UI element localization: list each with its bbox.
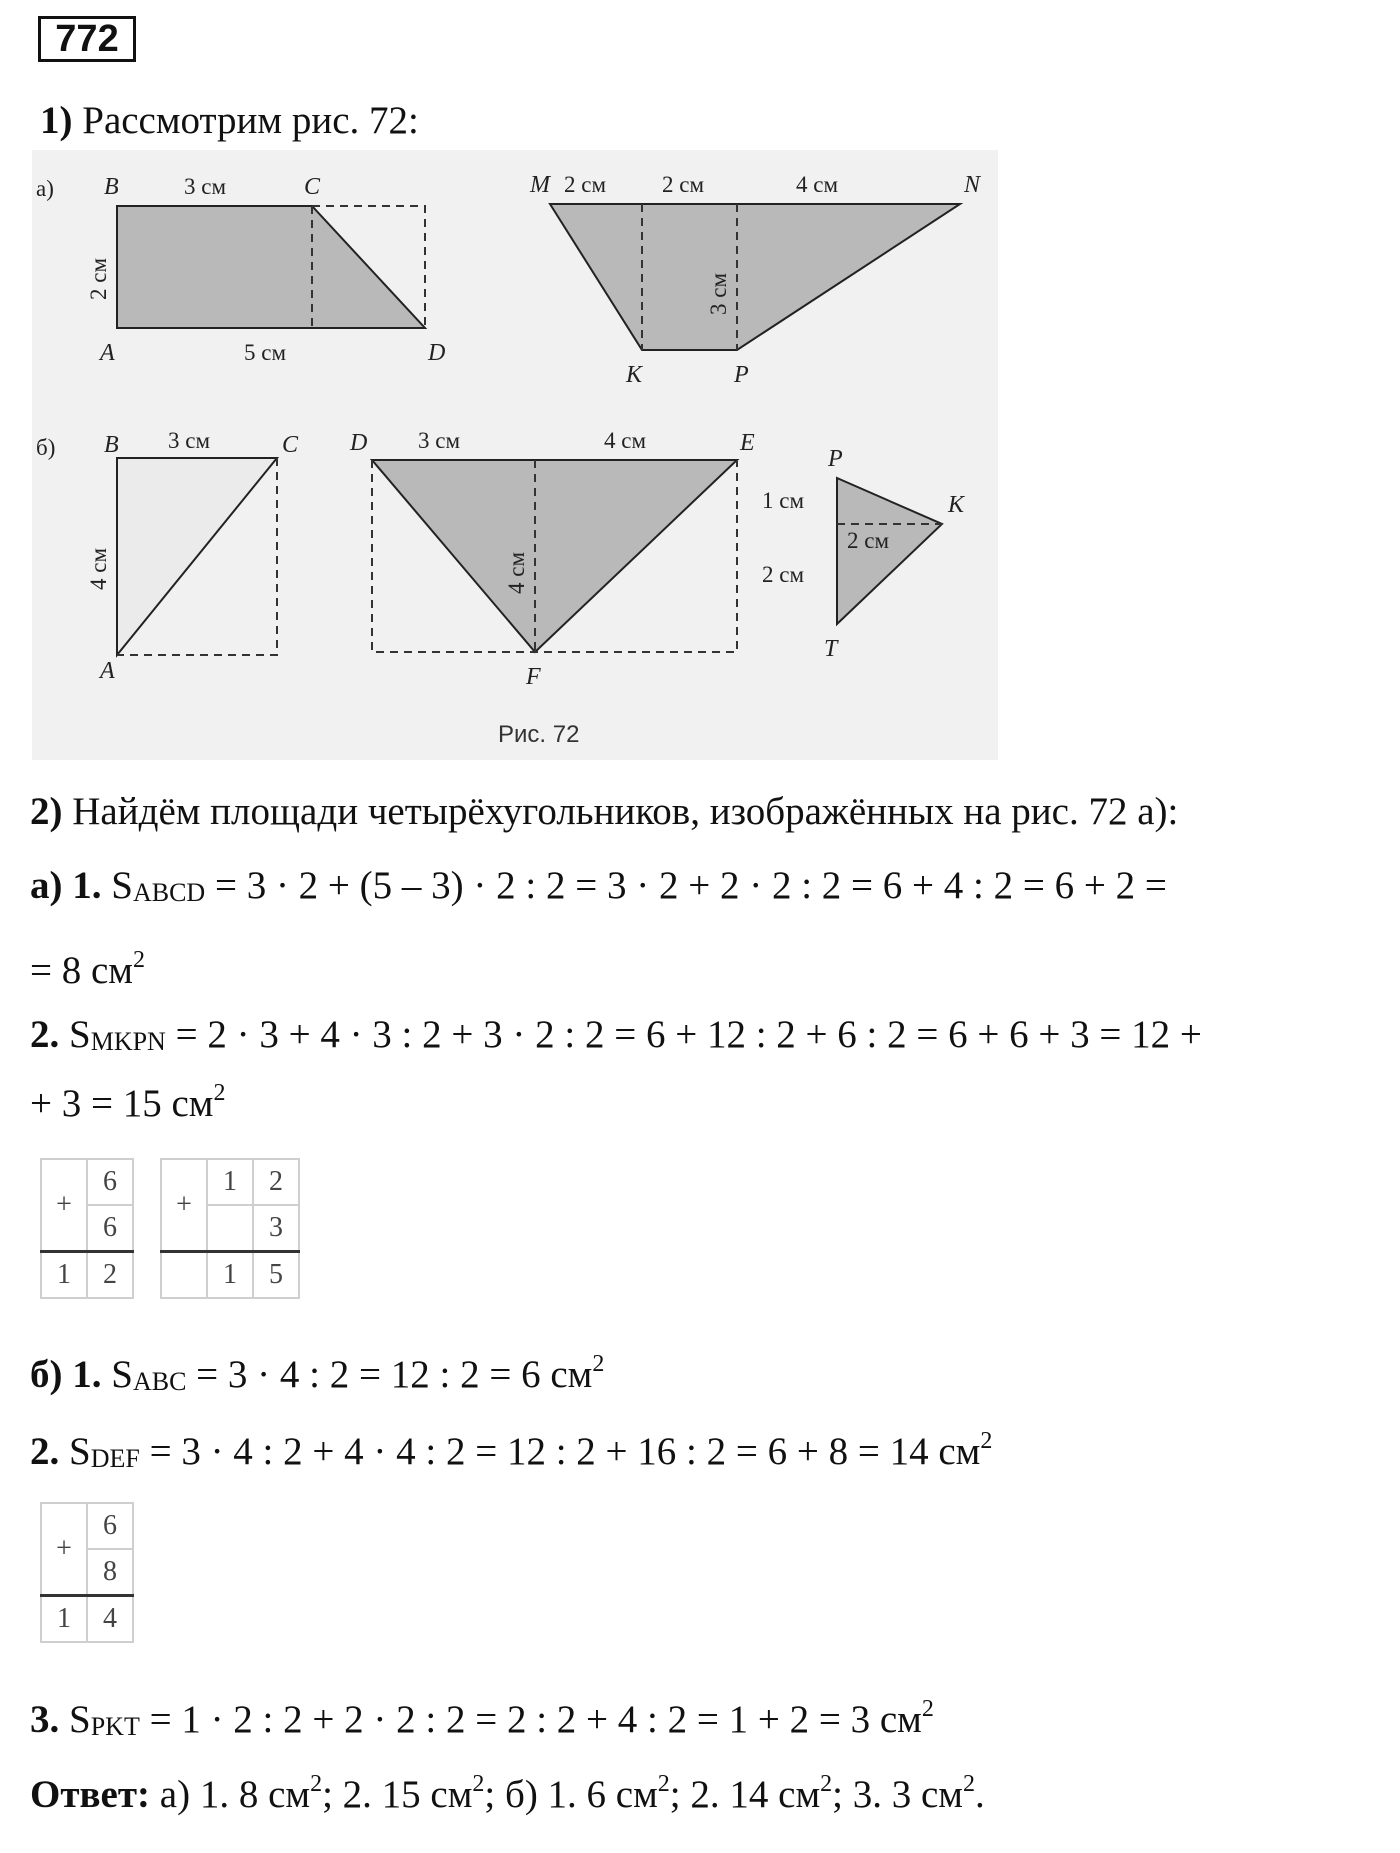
calc2-cell xyxy=(207,1205,253,1252)
calc1-result-cell: 1 xyxy=(41,1252,87,1299)
abcd-vertex-a: A xyxy=(100,340,115,366)
figure-72 xyxy=(32,150,998,760)
solution-a1 xyxy=(30,863,1167,916)
mkpn-vertex-k: K xyxy=(626,362,643,388)
column-addition-2 xyxy=(160,1158,300,1299)
def-height-dim: 4 см xyxy=(504,551,529,594)
answer-part: ; 2. 15 см xyxy=(322,1773,473,1816)
calc2-result-cell xyxy=(161,1252,207,1299)
b3-label: 3. xyxy=(30,1698,60,1741)
abc-vertex-c: C xyxy=(282,432,299,458)
b3-superscript: 2 xyxy=(921,1696,934,1722)
mkpn-vertex-m: M xyxy=(530,172,550,198)
a2-continuation: + 3 = 15 см xyxy=(30,1082,214,1125)
step-2 xyxy=(30,789,1178,835)
abcd-vertex-c: C xyxy=(304,174,321,200)
answer-superscript: 2 xyxy=(820,1771,833,1797)
mkpn-vertex-p: P xyxy=(734,362,749,388)
pkt-up-dim: 1 см xyxy=(762,488,805,513)
calc3-cell: 6 xyxy=(87,1503,133,1549)
figure-72-drawing xyxy=(32,150,998,760)
b2-superscript: 2 xyxy=(980,1428,993,1454)
b1-expression: = 3 · 4 : 2 = 12 : 2 = 6 см xyxy=(186,1353,593,1396)
a1-superscript: 2 xyxy=(132,947,145,973)
column-addition-3 xyxy=(40,1502,134,1643)
mkpn-vertex-n: N xyxy=(964,172,981,198)
def-dim-1: 3 см xyxy=(418,428,461,453)
b1-s: S xyxy=(101,1353,133,1396)
def-vertex-d: D xyxy=(350,430,368,456)
solution-b1 xyxy=(30,1341,604,1405)
def-vertex-f: F xyxy=(526,664,541,690)
mkpn-dim-3: 4 см xyxy=(796,172,839,197)
abc-vertex-b: B xyxy=(104,432,119,458)
pkt-vertex-t: T xyxy=(824,636,838,662)
fig-label-b: б) xyxy=(36,435,56,460)
solution-b2 xyxy=(30,1418,992,1482)
mkpn-height-dim: 3 см xyxy=(706,272,731,315)
abcd-bottom-dim: 5 см xyxy=(244,340,287,365)
b2-s: S xyxy=(59,1430,91,1473)
calc3-cell: 8 xyxy=(87,1549,133,1596)
calc1-operator: + xyxy=(41,1159,87,1252)
a1-subscript: ABCD xyxy=(132,878,206,907)
a1-s: S xyxy=(101,864,133,907)
answer-superscript: 2 xyxy=(472,1771,485,1797)
abc-left-dim: 4 см xyxy=(86,547,111,590)
pkt-width-dim: 2 см xyxy=(847,528,890,553)
calc2-cell: 3 xyxy=(253,1205,299,1252)
step-1-text: Рассмотрим рис. 72: xyxy=(72,99,419,142)
calc3-result-cell: 4 xyxy=(87,1596,133,1643)
abcd-vertex-b: B xyxy=(104,174,119,200)
b3-s: S xyxy=(59,1698,91,1741)
def-dim-2: 4 см xyxy=(604,428,647,453)
answer-part: ; 2. 14 см xyxy=(669,1773,821,1816)
b3-subscript: PKT xyxy=(90,1712,140,1741)
trapezoid-mkpn xyxy=(550,204,960,350)
answer-superscript: 2 xyxy=(310,1771,323,1797)
b3-expression: = 1 · 2 : 2 + 2 · 2 : 2 = 2 : 2 + 4 : 2 = 1 + 2 = 3 см xyxy=(139,1698,922,1741)
b2-label: 2. xyxy=(30,1430,60,1473)
calc3-operator: + xyxy=(41,1503,87,1596)
a1-expression: = 3 · 2 + (5 – 3) · 2 : 2 = 3 · 2 + 2 · 2 : 2 = 6 + 4 : 2 = 6 + 2 = xyxy=(205,864,1167,907)
calc2-cell: 1 xyxy=(207,1159,253,1205)
answer-end: . xyxy=(974,1773,985,1816)
a2-label: 2. xyxy=(30,1013,60,1056)
calc1-cell: 6 xyxy=(87,1205,133,1252)
b1-superscript: 2 xyxy=(592,1351,605,1377)
b2-subscript: DEF xyxy=(90,1444,140,1473)
calc2-operator: + xyxy=(161,1159,207,1252)
triangle-abc xyxy=(117,458,277,655)
a1-label: а) 1. xyxy=(30,864,102,907)
calc2-cell: 2 xyxy=(253,1159,299,1205)
answer-label: Ответ: xyxy=(30,1773,151,1816)
pkt-vertex-p: P xyxy=(828,446,843,472)
calc2-result-cell: 5 xyxy=(253,1252,299,1299)
abc-vertex-a: A xyxy=(100,658,115,684)
abcd-top-dim: 3 см xyxy=(184,174,227,199)
step-2-number: 2) xyxy=(30,790,63,833)
solution-a1-continued xyxy=(30,937,145,994)
step-2-text: Найдём площади четырёхугольников, изображённых на рис. 72 а): xyxy=(62,790,1179,833)
calc1-result-cell: 2 xyxy=(87,1252,133,1299)
mkpn-dim-2: 2 см xyxy=(662,172,705,197)
answer-part: ; 3. 3 см xyxy=(832,1773,963,1816)
step-1 xyxy=(40,98,419,144)
answer-part: ; б) 1. 6 см xyxy=(484,1773,658,1816)
pkt-vertex-k: K xyxy=(948,492,965,518)
calc2-result-cell: 1 xyxy=(207,1252,253,1299)
b1-subscript: ABC xyxy=(132,1367,187,1396)
calc1-cell: 6 xyxy=(87,1159,133,1205)
step-1-number: 1) xyxy=(40,99,73,142)
b1-label: б) 1. xyxy=(30,1353,102,1396)
fig-label-a: а) xyxy=(36,176,54,201)
solution-b3 xyxy=(30,1686,934,1750)
abcd-vertex-d: D xyxy=(428,340,446,366)
solution-a2-continued xyxy=(30,1070,225,1127)
solution-a2 xyxy=(30,1012,1202,1065)
a2-superscript: 2 xyxy=(213,1080,226,1106)
abcd-left-dim: 2 см xyxy=(86,257,111,300)
calc3-result-cell: 1 xyxy=(41,1596,87,1643)
answer-superscript: 2 xyxy=(657,1771,670,1797)
pkt-down-dim: 2 см xyxy=(762,562,805,587)
problem-number: 772 xyxy=(38,16,136,62)
a2-s: S xyxy=(59,1013,91,1056)
column-addition-1 xyxy=(40,1158,134,1299)
mkpn-dim-1: 2 см xyxy=(564,172,607,197)
figure-caption: Рис. 72 xyxy=(498,721,580,748)
triangle-def xyxy=(372,460,737,652)
b2-expression: = 3 · 4 : 2 + 4 · 4 : 2 = 12 : 2 + 16 : 2 = 6 + 8 = 14 см xyxy=(139,1430,981,1473)
a2-expression: = 2 · 3 + 4 · 3 : 2 + 3 · 2 : 2 = 6 + 12 : 2 + 6 : 2 = 6 + 6 + 3 = 12 + xyxy=(165,1013,1202,1056)
a1-continuation: = 8 см xyxy=(30,949,133,992)
def-vertex-e: E xyxy=(740,430,755,456)
abc-top-dim: 3 см xyxy=(168,428,211,453)
answer-superscript: 2 xyxy=(962,1771,975,1797)
answer-part: а) 1. 8 см xyxy=(150,1773,311,1816)
answer xyxy=(30,1761,985,1818)
a2-subscript: MKPN xyxy=(90,1027,166,1056)
trapezoid-abcd xyxy=(117,206,425,328)
